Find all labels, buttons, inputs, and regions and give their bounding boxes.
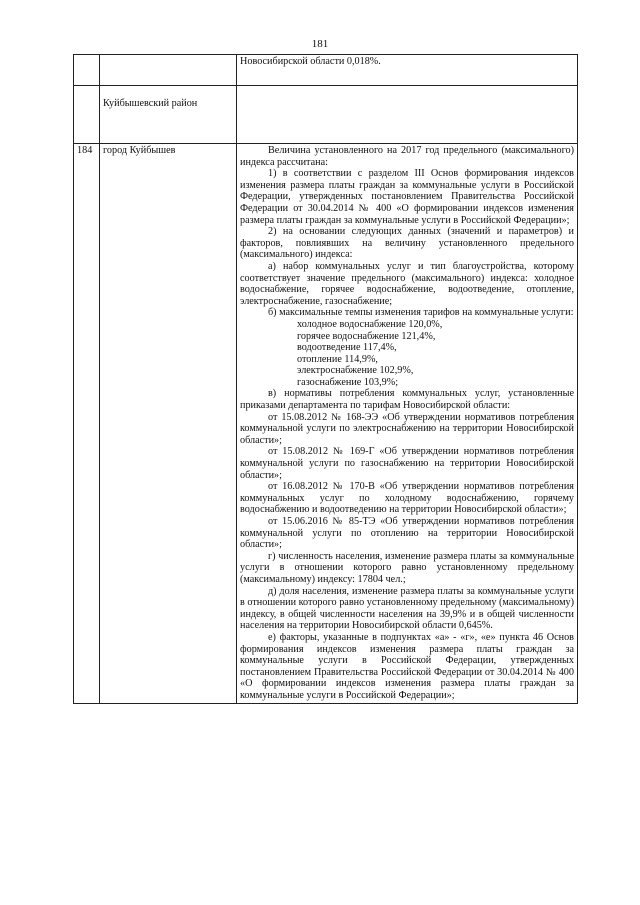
list-item: электроснабжение 102,9%, bbox=[297, 365, 414, 377]
content-cell bbox=[237, 55, 578, 86]
number-cell bbox=[74, 86, 100, 144]
tariff-list bbox=[240, 319, 574, 389]
list-item: отопление 114,9%, bbox=[297, 353, 378, 365]
document-table bbox=[73, 54, 578, 704]
page-number: 181 bbox=[311, 38, 329, 50]
row-number: 184 bbox=[74, 144, 100, 704]
place-cell bbox=[100, 55, 237, 86]
paragraph: г) численность населения, изменение размера платы за коммунальные услуги в отношении которого равно установленному предельному (максимальному) индексу: 17804 чел.; bbox=[240, 550, 574, 585]
continued-text: Новосибирской области 0,018%. bbox=[240, 56, 381, 67]
paragraph: б) максимальные темпы изменения тарифов на коммунальные услуги: bbox=[268, 307, 574, 319]
paragraph: 1) в соответствии с разделом III Основ формирования индексов изменения размера платы граждан за коммунальные услуги в Российской Федерации, утвержденных постановлением Правительства Российской Федерации от 30.04.2014 № 400 «О формировании индексов изменения размера платы граждан за коммунальные услуги в Российской Федерации»; bbox=[240, 168, 574, 226]
paragraph: 2) на основании следующих данных (значений и параметров) и факторов, повлиявших на величину установленного предельного (максимального) индекса: bbox=[240, 226, 574, 261]
list-item: горячее водоснабжение 121,4%, bbox=[297, 330, 436, 342]
paragraph: от 16.08.2012 № 170-В «Об утверждении нормативов потребления коммунальных услуг по холодному водоснабжению, горячему водоснабжению и водоотведению на территории Новосибирской области»; bbox=[240, 481, 574, 516]
paragraph: от 15.06.2016 № 85-ТЭ «Об утверждении нормативов потребления коммунальной услуги по отоплению на территории Новосибирской области»; bbox=[240, 516, 574, 551]
paragraph: е) факторы, указанные в подпунктах «а» - «г», «е» пункта 46 Основ формирования индексов изменения размера платы граждан за коммунальные услуги в Российской Федерации, утвержденных постановлением Правительства Российской Федерации от 30.04.2014 № 400 «О формировании индексов изменения размера платы граждан за коммунальные услуги в Российской Федерации»; bbox=[240, 631, 574, 701]
list-item: водоотведение 117,4%, bbox=[297, 342, 397, 354]
table-row bbox=[74, 55, 578, 86]
paragraph: Величина установленного на 2017 год предельного (максимального) индекса рассчитана: bbox=[240, 145, 574, 168]
paragraph: а) набор коммунальных услуг и тип благоустройства, которому соответствует значение предельного (максимального) индекса: холодное водоснабжение, горячее водоснабжение, водоотведение, отопление, электроснабжение, газоснабжение; bbox=[240, 260, 574, 307]
number-cell bbox=[74, 55, 100, 86]
paragraph: в) нормативы потребления коммунальных услуг, установленные приказами департамента по тарифам Новосибирской области: bbox=[240, 388, 574, 412]
list-item: газоснабжение 103,9%; bbox=[297, 376, 399, 388]
paragraph: от 15.08.2012 № 168-ЭЭ «Об утверждении нормативов потребления коммунальной услуги по электроснабжению на территории Новосибирской области»; bbox=[240, 411, 574, 446]
paragraph: д) доля населения, изменение размера платы за коммунальные услуги в отношении которого равно установленному предельному (максимальному) индексу, в общей численности населения на 39,9% и в общей численности населения на территории Новосибирской области 0,645%. bbox=[240, 585, 574, 632]
list-item: холодное водоснабжение 120,0%, bbox=[297, 318, 443, 330]
table-row bbox=[74, 86, 578, 144]
content-cell bbox=[237, 86, 578, 144]
place-name: город Куйбышев bbox=[100, 144, 237, 704]
content-cell bbox=[237, 144, 578, 704]
paragraph: от 15.08.2012 № 169-Г «Об утверждении нормативов потребления коммунальной услуги по газоснабжению на территории Новосибирской области»; bbox=[240, 446, 574, 481]
district-name: Куйбышевский район bbox=[100, 86, 237, 144]
table-row bbox=[74, 144, 578, 704]
